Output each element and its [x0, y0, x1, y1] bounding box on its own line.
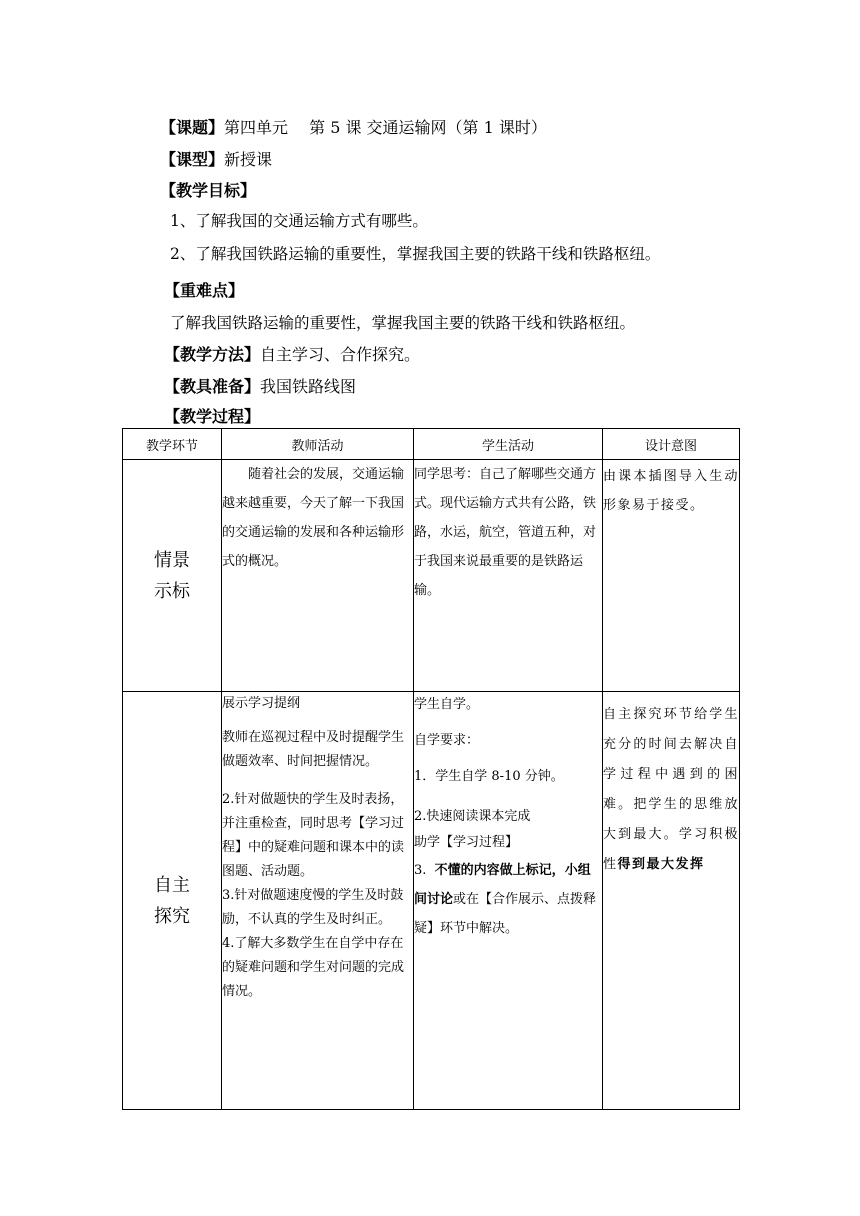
teacher-activity-text: 随着社会的发展，交通运输越来越重要，今天了解一下我国的交通运输的发展和各种运输形式的概况。 — [222, 467, 405, 569]
header-intent: 设计意图 — [603, 429, 740, 460]
teacher-activity-text: 展示学习提纲 — [222, 696, 301, 711]
student-activity-text: 助学【学习过程】 — [414, 835, 519, 850]
tools-label: 【教具准备】 — [164, 377, 261, 396]
stage-cell — [123, 692, 222, 1110]
table-row — [123, 460, 740, 692]
plain-text: 或在【合作展示、点拨释疑】环节中解决。 — [414, 892, 597, 936]
stage-cell — [123, 460, 222, 692]
type-label: 【课型】 — [160, 150, 225, 169]
topic-value: 第四单元 第 5 课 交通运输网（第 1 课时） — [224, 118, 547, 137]
student-activity-text: 学生自学。 — [414, 697, 480, 712]
method-label: 【教学方法】 — [164, 345, 261, 364]
bold-text: 不懂的内容做上标记， — [434, 863, 565, 878]
student-activity-text: 自学要求： — [414, 733, 480, 748]
table-row — [123, 692, 740, 1110]
item-number: 3. — [414, 863, 427, 878]
table-header-row — [123, 429, 740, 460]
header-student: 学生活动 — [414, 429, 603, 460]
teacher-activity-cell — [222, 692, 414, 1110]
tools-line — [164, 374, 356, 397]
process-heading — [164, 404, 260, 427]
teacher-activity-text: 3.针对做题速度慢的学生及时鼓励，不认真的学生及时纠正。 — [222, 888, 404, 927]
topic-label: 【课题】 — [160, 118, 225, 137]
design-intent-cell — [603, 692, 740, 1110]
teacher-activity-text: 教师在巡视过程中及时提醒学生做题效率、时间把握情况。 — [222, 730, 405, 769]
student-activity-cell — [414, 460, 603, 692]
student-activity-text: 1．学生自学 8-10 分钟。 — [414, 769, 564, 784]
plain-text: 自主探究环节给学生充分的时间去解决自学过程中遇到的困难。把学生的思维放大到最大。学习积极性 — [603, 707, 739, 872]
design-intent-text — [603, 700, 739, 880]
tools-value: 我国铁路线图 — [260, 377, 357, 396]
student-activity-text — [414, 856, 602, 943]
type-line — [160, 147, 272, 170]
goals-heading — [160, 178, 256, 201]
teaching-process-table — [122, 428, 740, 1110]
header-stage: 教学环节 — [123, 429, 222, 460]
key-label: 【重难点】 — [164, 281, 245, 300]
student-activity-cell — [414, 692, 603, 1110]
stage-line: 探究 — [154, 905, 190, 927]
stage-line: 自主 — [154, 874, 190, 896]
student-activity-text: 同学思考：自己了解哪些交通方式。现代运输方式共有公路，铁路，水运，航空，管道五种，对于我国来说最重要的是铁路运输。 — [414, 467, 597, 598]
stage-line: 示标 — [154, 580, 190, 602]
goal-item-2: 2、了解我国铁路运输的重要性，掌握我国主要的铁路干线和铁路枢纽。 — [170, 245, 661, 263]
teacher-activity-text: 2.针对做题快的学生及时表扬，并注重检查，同时思考【学习过程】中的疑难问题和课本中的读图题、活动题。 — [222, 792, 405, 879]
key-heading — [164, 278, 244, 301]
teacher-activity-cell — [222, 460, 414, 692]
design-intent-cell — [603, 460, 740, 692]
topic-line — [160, 115, 547, 138]
goal-item-1: 1、了解我国的交通运输方式有哪些。 — [170, 212, 428, 230]
stage-line: 情景 — [154, 549, 190, 571]
design-intent-text: 由课本插图导入生动形象易于接受。 — [603, 469, 739, 513]
goals-label: 【教学目标】 — [160, 181, 257, 200]
bold-text: 小组间讨论 — [414, 863, 591, 907]
key-value: 了解我国铁路运输的重要性，掌握我国主要的铁路干线和铁路枢纽。 — [170, 314, 636, 332]
method-value: 自主学习、合作探究。 — [260, 345, 421, 364]
bold-text: 得到最大发挥 — [617, 857, 705, 872]
header-teacher: 教师活动 — [222, 429, 414, 460]
student-activity-text: 2.快速阅读课本完成 — [414, 809, 531, 824]
type-value: 新授课 — [224, 150, 273, 169]
teacher-activity-text: 4.了解大多数学生在自学中存在的疑难问题和学生对问题的完成情况。 — [222, 936, 405, 999]
method-line — [164, 342, 420, 365]
process-label: 【教学过程】 — [164, 407, 261, 426]
